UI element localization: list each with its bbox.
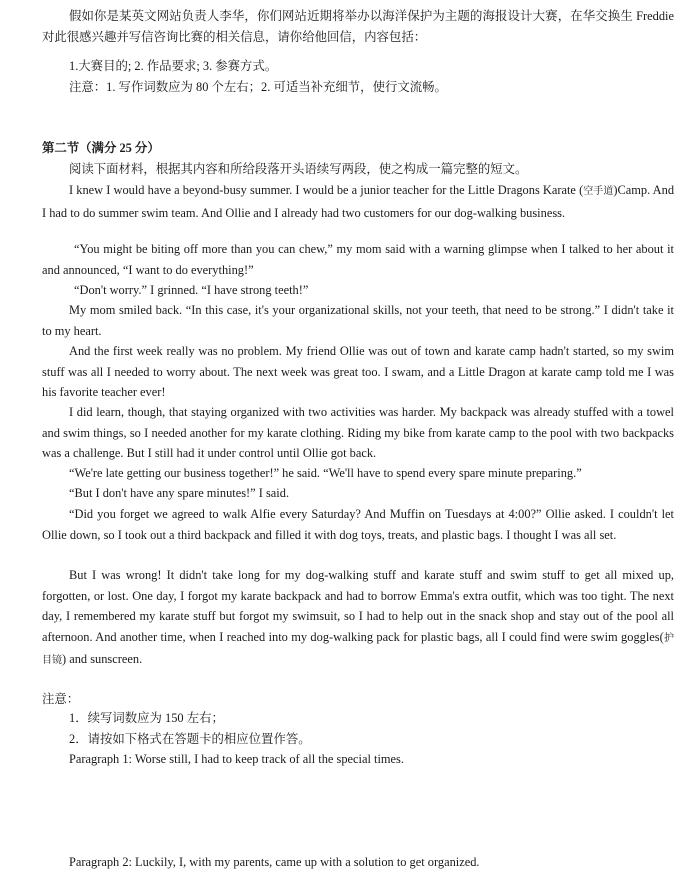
story-paragraph-6: I did learn, though, that staying organized with two activities was harder. My backpack was already stuffed with a towel and swim things, so I needed another for my karate clothing. Riding my bike from karate camp to the pool with two backpacks was a challenge. But I still had it under control until Ollie got back.: [42, 405, 674, 461]
note-item-1: 1．续写词数应为 150 左右；: [69, 711, 224, 725]
paragraph1-prompt: Paragraph 1: Worse still, I had to keep track of all the special times.: [69, 752, 404, 766]
story-paragraph-10: But I was wrong! It didn't take long for my dog-walking stuff and karate stuff and swim stuff to get all mixed up, forgotten, or lost. One day, I forgot my karate backpack and had to borrow Emma's extra outfit, which was too tight. The next day, I remembered my karate stuff but forgot my swimsuit, so I had to help out in the snack shop and stay out of the pool all afternoon. And another time, when I reached into my dog-walking pack for plastic bags, all I could find were swim goggles(护目镜) and sunscreen.: [42, 568, 675, 667]
story-paragraph-4: My mom smiled back. “In this case, it's your organizational skills, not your teeth, that need to be strong.” I didn't take it to my heart.: [42, 303, 674, 338]
story-paragraph-9: “Did you forget we agreed to walk Alfie every Saturday? And Muffin on Tuesdays at 4:00?” Ollie asked. I couldn't let Ollie down, so I took out a third backpack and filled it with dog toys, treats, and plastic bags. I thought I was all set.: [42, 507, 674, 542]
story-paragraph-2: “You might be biting off more than you can chew,” my mom said with a warning glimpse when I talked to her about it and announced, “I want to do everything!”: [42, 242, 674, 277]
story-paragraph-1: I knew I would have a beyond-busy summer. I would be a junior teacher for the Little Dragons Karate (空手道)Camp. And I had to do summer swim team. And Ollie and I already had two customers for our dog-walking business.: [42, 183, 675, 220]
notes-title: 注意：: [42, 692, 80, 706]
gloss-karate: 空手道: [583, 186, 614, 197]
section-heading: 第二节（满分 25 分）: [42, 141, 160, 155]
note-item-2: 2．请按如下格式在答题卡的相应位置作答。: [69, 732, 311, 746]
writing-task-intro: 假如你是某英文网站负责人李华，你们网站近期将举办以海洋保护为主题的海报设计大赛，在华交换生 Freddie 对此很感兴趣并写信咨询比赛的相关信息，请你给他回信，内容包括：: [42, 9, 674, 44]
story-paragraph-8: “But I don't have any spare minutes!” I said.: [69, 486, 290, 500]
section-instruction: 阅读下面材料，根据其内容和所给段落开头语续写两段，使之构成一篇完整的短文。: [69, 162, 528, 176]
writing-task-notes: 注意：1. 写作词数应为 80 个左右；2. 可适当补充细节，使行文流畅。: [69, 80, 447, 94]
story-paragraph-3: “Don't worry.” I grinned. “I have strong teeth!”: [74, 283, 309, 297]
story-paragraph-5: And the first week really was no problem. My friend Ollie was out of town and karate camp hadn't started, so my swim stuff was all I needed to worry about. The next week was great too. I swam, and a Little Dragon at karate camp told me I was his favorite teacher ever!: [42, 344, 674, 400]
gloss-goggles: 护目镜: [42, 632, 675, 667]
story-paragraph-7: “We're late getting our business together!” he said. “We'll have to spend every spare minute preparing.”: [69, 466, 582, 480]
writing-task-points: 1.大赛目的; 2. 作品要求; 3. 参赛方式。: [69, 59, 278, 73]
paragraph2-prompt: Paragraph 2: Luckily, I, with my parents, came up with a solution to get organized.: [69, 855, 480, 869]
